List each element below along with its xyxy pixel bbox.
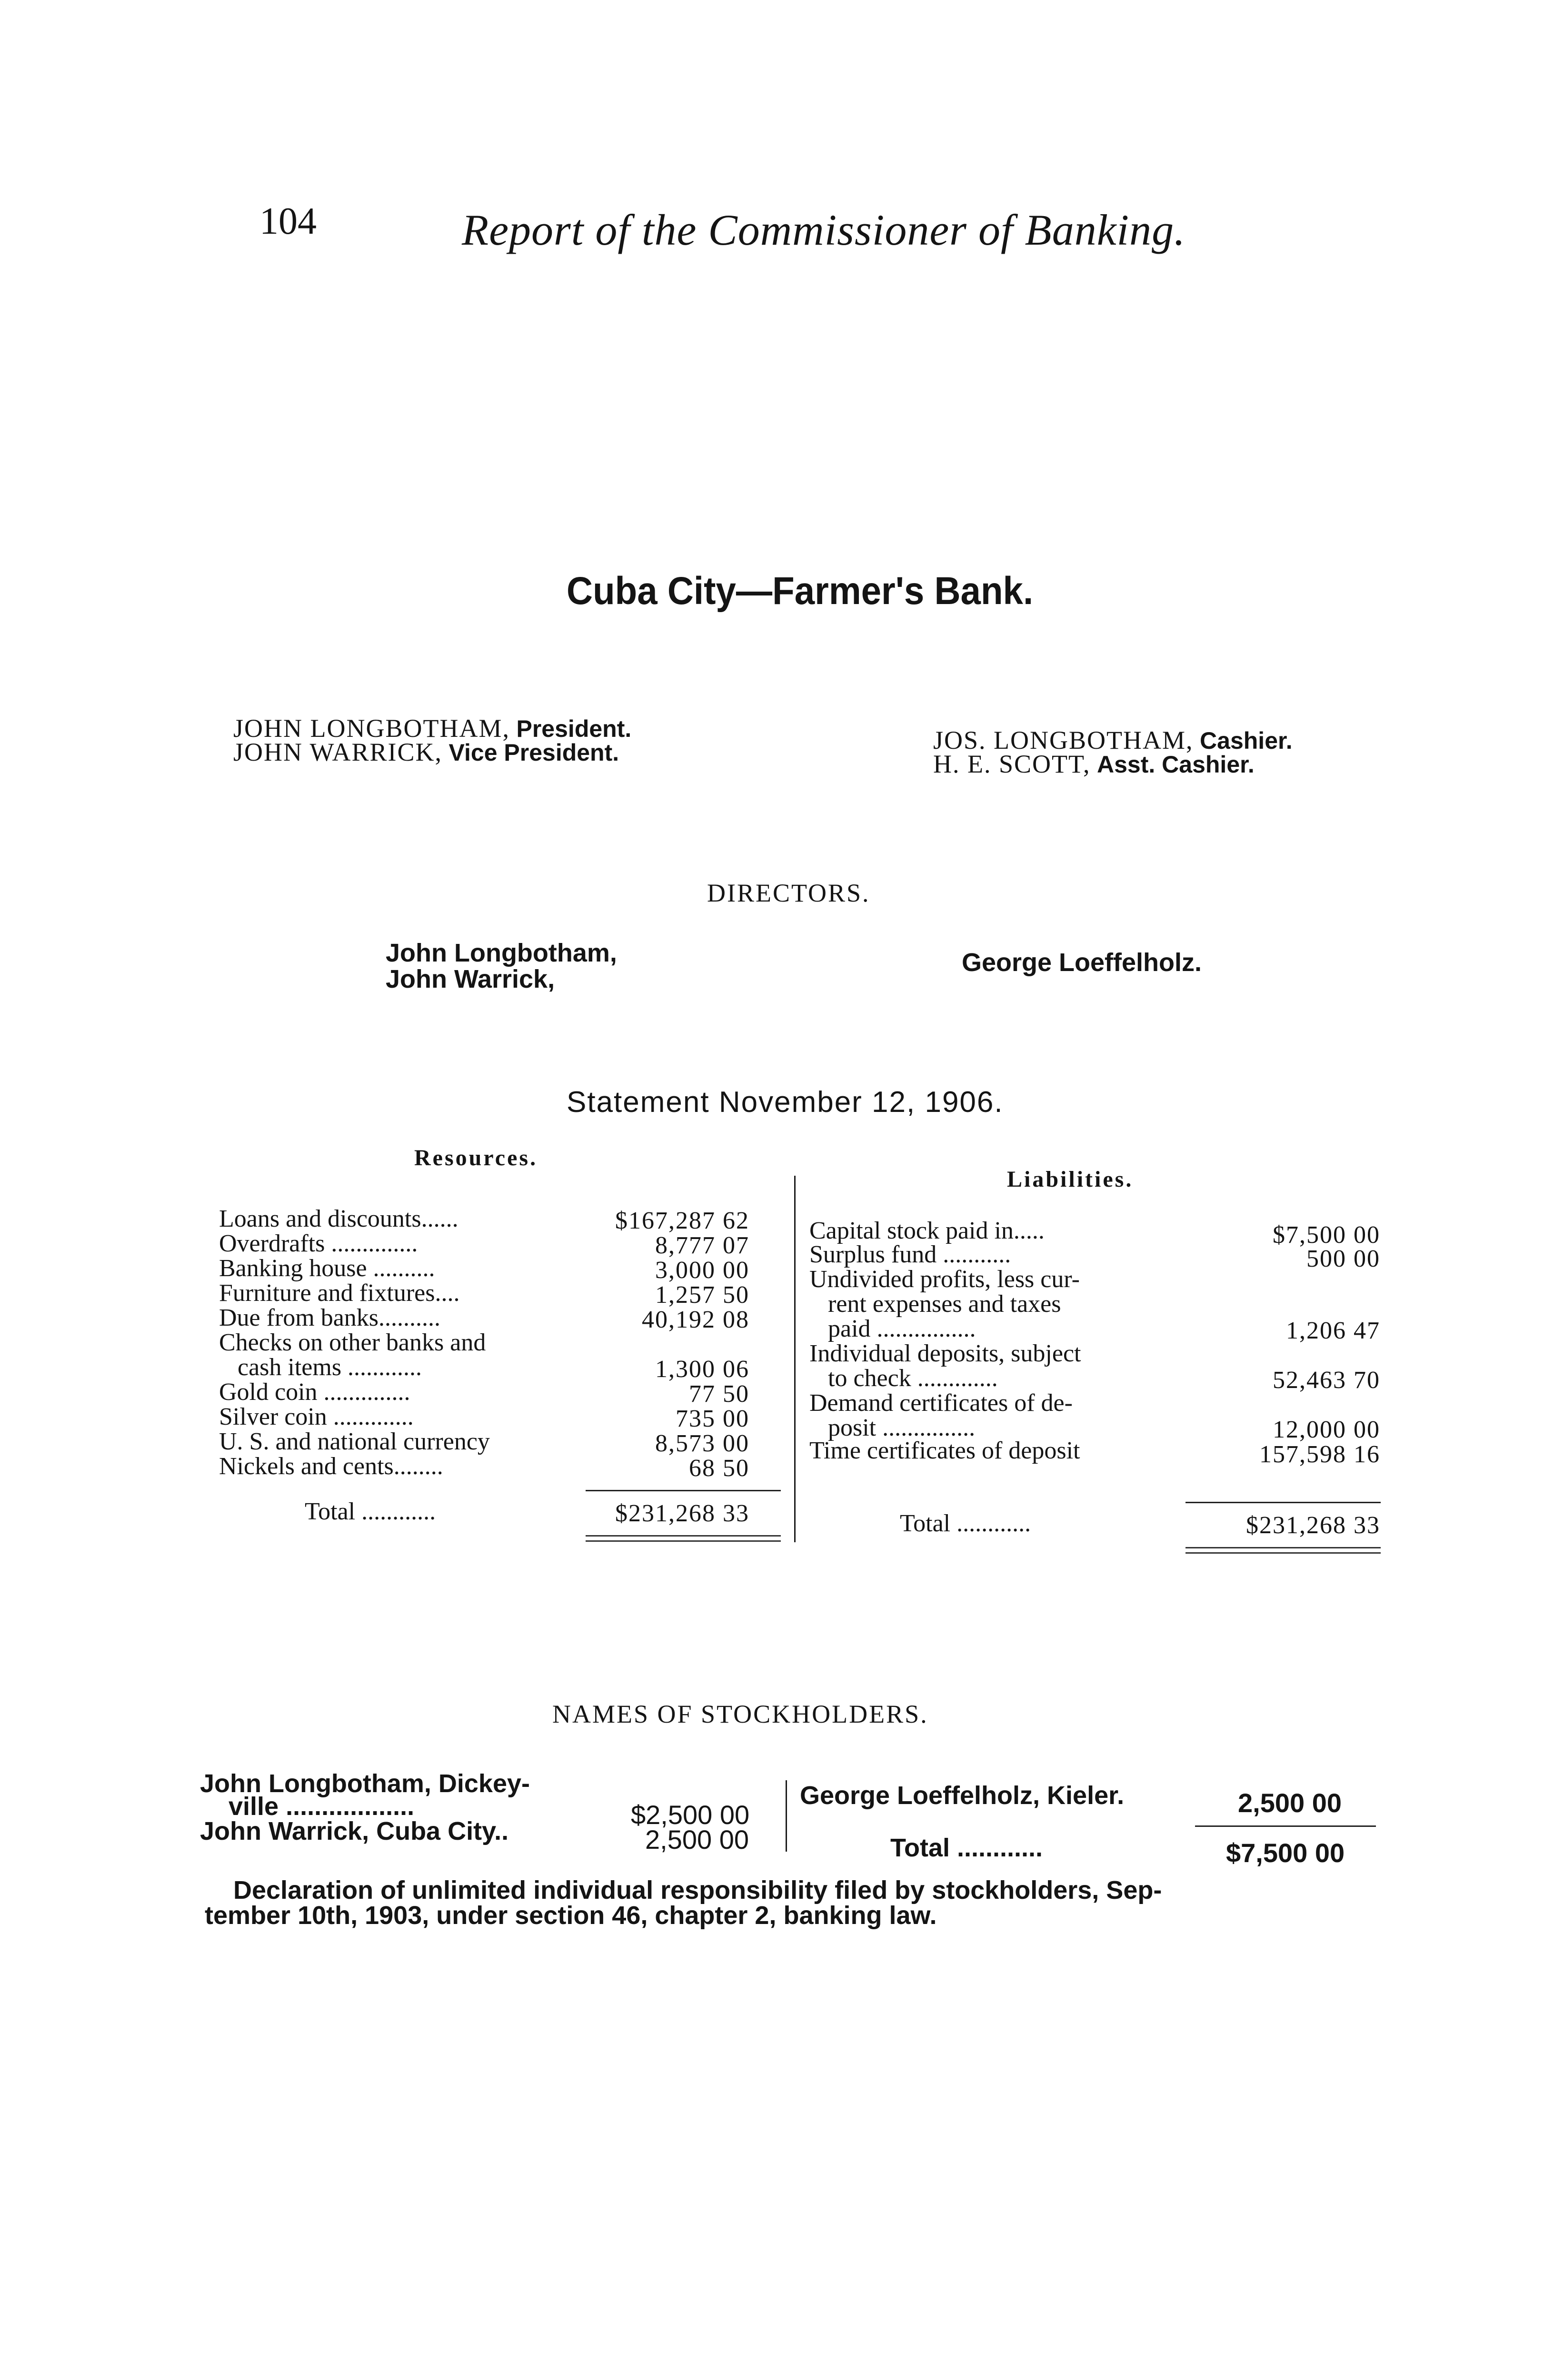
stockholder-name: John Warrick, Cuba City.. — [200, 1817, 509, 1845]
stockholder-amount: 2,500 00 — [645, 1825, 749, 1854]
table-row-label: Capital stock paid in..... — [809, 1217, 1045, 1244]
total-rule — [1185, 1502, 1381, 1503]
table-row-label: Loans and discounts...... — [219, 1205, 458, 1232]
table-row-amount: 8,777 07 — [655, 1232, 749, 1259]
page-number: 104 — [259, 200, 317, 242]
officer-president — [233, 716, 631, 741]
stockholders-total-amount: $7,500 00 — [1226, 1838, 1345, 1868]
table-row-label: posit ............... — [809, 1414, 976, 1441]
table-row-label: Due from banks.......... — [219, 1304, 441, 1331]
officer-role: Asst. Cashier. — [1097, 751, 1255, 778]
table-row-label: U. S. and national currency — [219, 1428, 490, 1455]
table-row-label: Time certificates of deposit — [809, 1437, 1080, 1464]
double-rule — [1185, 1547, 1381, 1554]
table-row-label: Furniture and fixtures.... — [219, 1279, 460, 1307]
table-row-amount: 1,300 06 — [655, 1356, 749, 1383]
table-row-label: Overdrafts .............. — [219, 1230, 418, 1257]
table-row-amount: $167,287 62 — [615, 1207, 749, 1234]
directors-heading: DIRECTORS. — [707, 879, 870, 907]
table-row-amount: 735 00 — [676, 1405, 749, 1432]
officer-name: JOHN WARRICK, — [233, 738, 443, 766]
table-row-label: paid ................ — [809, 1315, 976, 1342]
director-name: George Loeffelholz. — [962, 948, 1202, 977]
officer-name: JOS. LONGBOTHAM, — [933, 726, 1194, 754]
table-row-amount: 500 00 — [1306, 1245, 1380, 1272]
officer-vice-president — [233, 740, 619, 764]
officer-role: President. — [516, 715, 632, 742]
officer-name: H. E. SCOTT, — [933, 750, 1091, 778]
bank-title: Cuba City—Farmer's Bank. — [567, 569, 1034, 613]
table-row-label: Undivided profits, less cur- — [809, 1266, 1080, 1293]
table-row-amount: 1,257 50 — [655, 1281, 749, 1309]
total-label: Total ............ — [305, 1498, 436, 1525]
running-title: Report of the Commissioner of Banking. — [462, 206, 1186, 254]
table-row-amount: 52,463 70 — [1273, 1367, 1380, 1394]
officer-cashier — [933, 728, 1293, 753]
liabilities-heading: Liabilities. — [1007, 1167, 1134, 1192]
stockholder-name: George Loeffelholz, Kieler. — [800, 1781, 1125, 1810]
stockholder-amount: 2,500 00 — [1238, 1788, 1342, 1818]
table-row-amount: 68 50 — [689, 1455, 749, 1482]
table-row-label: Nickels and cents........ — [219, 1453, 443, 1480]
table-row-label: Silver coin ............. — [219, 1403, 414, 1430]
officer-name: JOHN LONGBOTHAM, — [233, 714, 510, 743]
officer-role: Vice President. — [448, 739, 619, 766]
table-row-label: Demand certificates of de- — [809, 1389, 1073, 1417]
column-divider — [794, 1176, 796, 1542]
table-row-amount: 77 50 — [689, 1380, 749, 1408]
declaration-text-cont: tember 10th, 1903, under section 46, chapter 2, banking law. — [205, 1901, 937, 1930]
total-amount: $231,268 33 — [1246, 1512, 1380, 1539]
stockholders-heading: NAMES OF STOCKHOLDERS. — [552, 1700, 928, 1728]
table-row-label: rent expenses and taxes — [809, 1290, 1061, 1318]
column-divider — [786, 1780, 787, 1852]
stockholder-name: John Longbotham, Dickey- — [200, 1769, 530, 1798]
table-row-label: Surplus fund ........... — [809, 1241, 1011, 1268]
table-row-amount: 157,598 16 — [1259, 1441, 1380, 1468]
total-label: Total ............ — [900, 1510, 1031, 1537]
declaration-text: Declaration of unlimited individual responsibility filed by stockholders, Sep- — [233, 1876, 1162, 1904]
table-row-label: Individual deposits, subject — [809, 1340, 1081, 1367]
stockholder-name-cont: ville .................. — [229, 1792, 415, 1821]
stockholder-amount: $2,500 00 — [631, 1800, 750, 1830]
table-row-amount: 3,000 00 — [655, 1257, 749, 1284]
total-rule — [586, 1490, 781, 1491]
statement-title: Statement November 12, 1906. — [567, 1086, 1004, 1119]
table-row-label: cash items ............ — [219, 1354, 422, 1381]
director-name: John Warrick, — [386, 965, 555, 993]
double-rule — [586, 1535, 781, 1542]
table-row-label: Banking house .......... — [219, 1255, 435, 1282]
table-row-amount: 12,000 00 — [1273, 1416, 1380, 1443]
table-row-amount: 8,573 00 — [655, 1430, 749, 1457]
total-amount: $231,268 33 — [615, 1500, 749, 1527]
table-row-label: to check ............. — [809, 1365, 998, 1392]
total-rule — [1195, 1825, 1376, 1827]
director-name: John Longbotham, — [386, 939, 617, 967]
table-row-amount: 1,206 47 — [1286, 1317, 1380, 1344]
table-row-label: Gold coin .............. — [219, 1378, 410, 1406]
resources-heading: Resources. — [414, 1145, 538, 1170]
stockholders-total-label: Total ............ — [890, 1834, 1043, 1862]
officer-asst-cashier — [933, 752, 1255, 776]
table-row-label: Checks on other banks and — [219, 1329, 486, 1356]
officer-role: Cashier. — [1200, 727, 1293, 754]
table-row-amount: $7,500 00 — [1273, 1221, 1380, 1249]
table-row-amount: 40,192 08 — [642, 1306, 749, 1333]
